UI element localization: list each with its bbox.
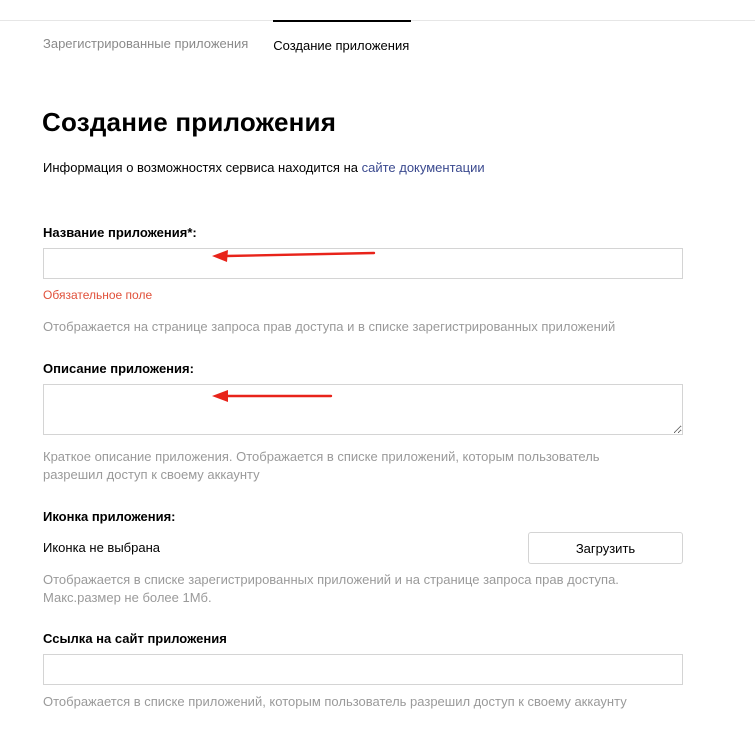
- tab-bar: [43, 20, 434, 60]
- app-name-error: Обязательное поле: [43, 288, 153, 302]
- app-icon-hint-line1: Отображается в списке зарегистрированных приложений и на странице запроса прав доступа.: [43, 572, 619, 587]
- upload-icon-button[interactable]: Загрузить: [528, 532, 683, 564]
- app-description-textarea[interactable]: [43, 384, 683, 435]
- app-description-label: Описание приложения:: [43, 361, 194, 376]
- app-name-label: Название приложения*:: [43, 225, 197, 240]
- app-icon-hint-line2: Макс.размер не более 1Мб.: [43, 590, 212, 605]
- app-description-hint-line2: разрешил доступ к своему аккаунту: [43, 467, 260, 482]
- tab-registered-apps[interactable]: Зарегистрированные приложения: [43, 36, 249, 51]
- app-name-input[interactable]: [43, 248, 683, 279]
- app-name-hint: Отображается на странице запроса прав доступа и в списке зарегистрированных приложений: [43, 319, 616, 334]
- app-site-input[interactable]: [43, 654, 683, 685]
- info-line: [43, 160, 485, 175]
- app-site-hint: Отображается в списке приложений, которым пользователь разрешил доступ к своему аккаунту: [43, 694, 627, 709]
- page-title: Создание приложения: [42, 107, 337, 137]
- app-description-hint-line1: Краткое описание приложения. Отображается в списке приложений, которым пользователь: [43, 449, 600, 464]
- app-site-label: Ссылка на сайт приложения: [43, 631, 227, 646]
- app-icon-status: Иконка не выбрана: [43, 540, 160, 555]
- docs-link[interactable]: сайте документации: [361, 160, 485, 175]
- app-icon-label: Иконка приложения:: [43, 509, 176, 524]
- tab-create-app[interactable]: Создание приложения: [273, 20, 409, 60]
- info-text: Информация о возможностях сервиса находится на: [43, 160, 362, 175]
